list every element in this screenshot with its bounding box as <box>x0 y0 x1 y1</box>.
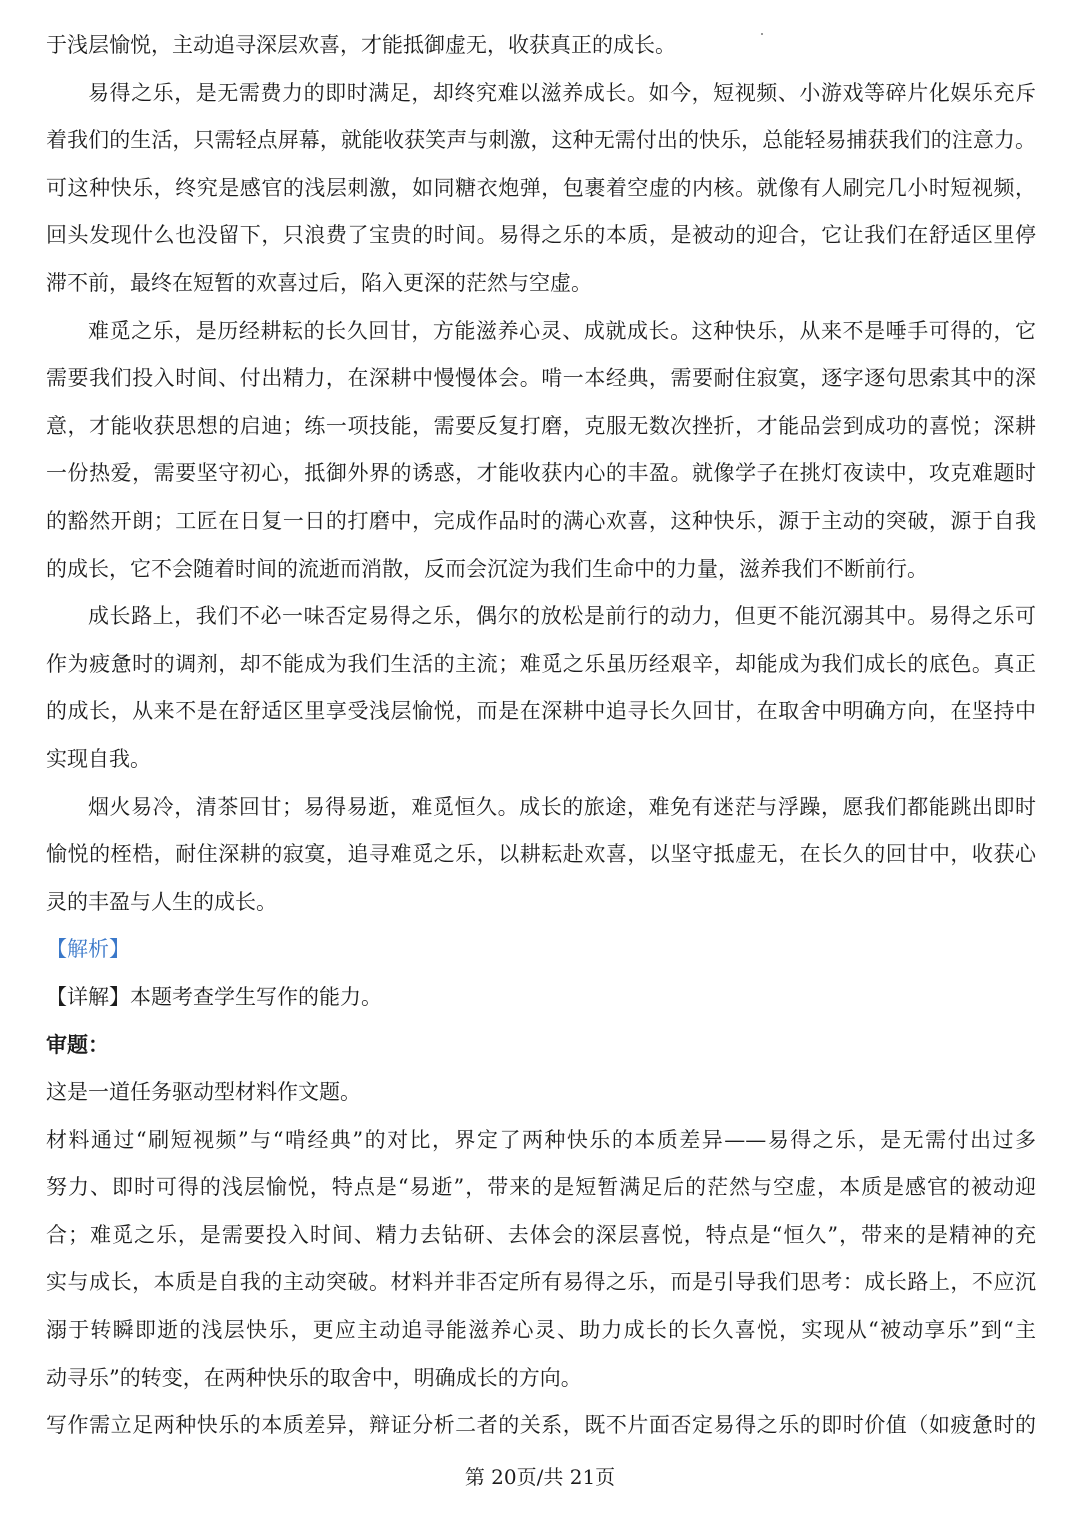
detail-line: 【详解】本题考查学生写作的能力。 <box>46 984 382 1009</box>
text-line: 滞不前，最终在短暂的欢喜过后，陷入更深的茫然与空虚。 <box>46 270 592 295</box>
paragraph-material-analysis <box>46 1117 1036 1403</box>
text-line: 实现自我。 <box>46 746 151 771</box>
text-line: 的豁然开朗；工匠在日复一日的打磨中，完成作品时的满心欢喜，这种快乐，源于主动的突破，源于自我 <box>46 508 1036 533</box>
text-line: 的成长，它不会随着时间的流逝而消散，反而会沉淀为我们生命中的力量，滋养我们不断前行。 <box>46 556 928 581</box>
paragraph-growth-path <box>46 593 1036 783</box>
paragraph-conclusion <box>46 784 1036 927</box>
text-line: 作为疲惫时的调剂，却不能成为我们生活的主流；难觅之乐虽历经艰辛，却能成为我们成长的底色。真正 <box>46 651 1036 676</box>
text-line: 烟火易冷，清茶回甘；易得易逝，难觅恒久。成长的旅途，难免有迷茫与浮躁，愿我们都能跳出即时 <box>88 794 1036 819</box>
text-line: 回头发现什么也没留下，只浪费了宝贵的时间。易得之乐的本质，是被动的迎合，它让我们在舒适区里停 <box>46 223 1036 248</box>
text-line: 写作需立足两种快乐的本质差异，辩证分析二者的关系，既不片面否定易得之乐的即时价值（如疲惫时的 <box>46 1413 1036 1438</box>
text-line: 意，才能收获思想的启迪；练一项技能，需要反复打磨，克服无数次挫折，才能品尝到成功的喜悦；深耕 <box>46 413 1036 438</box>
essay-body <box>46 22 1036 1450</box>
paragraph-writing-guide <box>46 1402 1036 1450</box>
text-line: 愉悦的桎梏，耐住深耕的寂寞，追寻难觅之乐，以耕耘赴欢喜，以坚守抵虚无，在长久的回甘中，收获心 <box>46 842 1036 867</box>
text-line: 需要我们投入时间、付出精力，在深耕中慢慢体会。啃一本经典，需要耐住寂寞，逐字逐句思索其中的深 <box>46 366 1036 391</box>
text-line: 于浅层愉悦，主动追寻深层欢喜，才能抵御虚无，收获真正的成长。 <box>46 33 676 57</box>
text-line: 努力、即时可得的浅层愉悦，特点是“易逝”，带来的是短暂满足后的茫然与空虚，本质是感官的被动迎 <box>46 1175 1036 1200</box>
text-line: 成长路上，我们不必一味否定易得之乐，偶尔的放松是前行的动力，但更不能沉溺其中。易得之乐可 <box>88 604 1036 629</box>
text-line: 着我们的生活，只需轻点屏幕，就能收获笑声与刺激，这种无需付出的快乐，总能轻易捕获我们的注意力。 <box>46 128 1036 153</box>
text-line: 动寻乐”的转变，在两种快乐的取舍中，明确成长的方向。 <box>46 1365 582 1390</box>
shenti-heading: 审题： <box>46 1032 109 1058</box>
text-line: 一份热爱，需要坚守初心，抵御外界的诱惑，才能收获内心的丰盈。就像学子在挑灯夜读中，攻克难题时 <box>46 461 1036 486</box>
analysis-heading: 【解析】 <box>46 937 130 962</box>
task-line: 这是一道任务驱动型材料作文题。 <box>46 1080 361 1105</box>
text-line: 溺于转瞬即逝的浅层快乐，更应主动追寻能滋养心灵、助力成长的长久喜悦，实现从“被动享乐”到“主 <box>46 1318 1036 1343</box>
page-number: 第 20页/共 21页 <box>464 1465 616 1489</box>
text-line: 难觅之乐，是历经耕耘的长久回甘，方能滋养心灵、成就成长。这种快乐，从来不是唾手可得的，它 <box>88 318 1036 343</box>
paragraph-hard-joy <box>46 308 1036 594</box>
text-line: 实与成长，本质是自我的主动突破。材料并非否定所有易得之乐，而是引导我们思考：成长路上，不应沉 <box>46 1270 1036 1295</box>
text-line: 材料通过“刷短视频”与“啃经典”的对比，界定了两种快乐的本质差异——易得之乐，是无需付出过多 <box>46 1127 1036 1152</box>
paragraph-easy-joy <box>46 70 1036 308</box>
text-line: 灵的丰盈与人生的成长。 <box>46 889 277 914</box>
text-line: 易得之乐，是无需费力的即时满足，却终究难以滋养成长。如今，短视频、小游戏等碎片化娱乐充斥 <box>88 80 1036 105</box>
text-line: 的成长，从来不是在舒适区里享受浅层愉悦，而是在深耕中追寻长久回甘，在取舍中明确方向，在坚持中 <box>46 699 1036 724</box>
text-line: 可这种快乐，终究是感官的浅层刺激，如同糖衣炮弹，包裹着空虚的内核。就像有人刷完几小时短视频， <box>46 175 1036 200</box>
text-line: 合；难觅之乐，是需要投入时间、精力去钻研、去体会的深层喜悦，特点是“恒久”，带来的是精神的充 <box>46 1222 1036 1247</box>
